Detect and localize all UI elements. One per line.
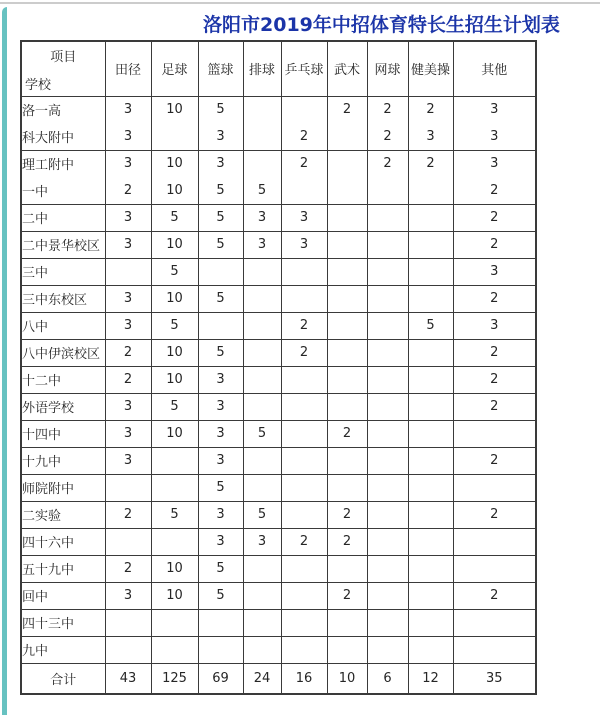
value-cell: 10 [151,285,198,312]
value-cell: 3 [453,258,536,285]
value-cell [243,582,281,609]
value-cell: 2 [453,204,536,231]
school-name-cell: 四十六中 [21,528,105,555]
column-header-6: 网球 [367,41,408,96]
value-cell: 2 [453,582,536,609]
page-title: 洛阳市2019年中招体育特长生招生计划表 [203,14,560,36]
table-row [21,204,536,231]
value-cell: 2 [281,339,327,366]
value-cell: 10 [151,339,198,366]
value-cell [327,123,367,150]
value-cell [408,177,453,204]
school-name-cell: 理工附中 [21,150,105,177]
value-cell [453,555,536,582]
value-cell: 2 [105,501,151,528]
value-cell: 5 [243,420,281,447]
total-value-cell: 35 [453,663,536,694]
value-cell: 3 [105,312,151,339]
value-cell [408,582,453,609]
value-cell: 2 [367,150,408,177]
value-cell [367,474,408,501]
value-cell: 2 [105,339,151,366]
value-cell: 2 [281,528,327,555]
table-row [21,96,536,123]
value-cell [281,582,327,609]
value-cell: 5 [243,501,281,528]
value-cell [151,447,198,474]
column-header-5: 武术 [327,41,367,96]
corner-label-project: 项目 [50,50,77,66]
school-name-cell: 五十九中 [21,555,105,582]
value-cell: 5 [198,582,243,609]
value-cell [327,474,367,501]
value-cell [198,312,243,339]
table-row [21,636,536,663]
school-name-cell: 一中 [21,177,105,204]
value-cell: 5 [408,312,453,339]
value-cell: 5 [151,312,198,339]
value-cell: 5 [151,258,198,285]
value-cell: 10 [151,177,198,204]
value-cell [281,258,327,285]
value-cell [105,258,151,285]
total-label-cell: 合计 [21,663,105,694]
value-cell: 2 [367,96,408,123]
value-cell [367,366,408,393]
column-header-4: 乒乓球 [281,41,327,96]
value-cell [243,366,281,393]
table-row [21,123,536,150]
value-cell: 10 [151,96,198,123]
value-cell: 5 [198,555,243,582]
value-cell [151,474,198,501]
value-cell [105,609,151,636]
table-row [21,528,536,555]
value-cell [281,555,327,582]
total-value-cell: 69 [198,663,243,694]
total-value-cell: 12 [408,663,453,694]
value-cell [198,636,243,663]
value-cell: 2 [453,366,536,393]
value-cell: 5 [198,177,243,204]
total-value-cell: 16 [281,663,327,694]
value-cell [243,312,281,339]
value-cell [327,555,367,582]
value-cell: 10 [151,150,198,177]
value-cell: 10 [151,582,198,609]
value-cell [327,312,367,339]
value-cell: 3 [243,231,281,258]
value-cell [367,258,408,285]
value-cell: 2 [408,150,453,177]
value-cell [408,204,453,231]
school-name-cell: 二实验 [21,501,105,528]
value-cell: 2 [453,177,536,204]
value-cell: 3 [198,447,243,474]
value-cell [367,636,408,663]
value-cell [453,474,536,501]
school-name-cell: 二中景华校区 [21,231,105,258]
value-cell: 2 [327,582,367,609]
value-cell [243,609,281,636]
value-cell: 5 [198,339,243,366]
total-value-cell: 10 [327,663,367,694]
value-cell [243,447,281,474]
value-cell [243,150,281,177]
value-cell [281,420,327,447]
value-cell: 5 [151,204,198,231]
table-row [21,231,536,258]
value-cell [198,609,243,636]
school-name-cell: 四十三中 [21,609,105,636]
value-cell: 2 [327,501,367,528]
value-cell [367,177,408,204]
table-row [21,555,536,582]
value-cell: 3 [105,582,151,609]
value-cell: 3 [281,231,327,258]
value-cell [243,285,281,312]
school-name-cell: 回中 [21,582,105,609]
value-cell [408,258,453,285]
value-cell: 3 [198,366,243,393]
value-cell [151,123,198,150]
value-cell [367,285,408,312]
value-cell: 10 [151,366,198,393]
school-name-cell: 二中 [21,204,105,231]
table-row [21,582,536,609]
value-cell [243,474,281,501]
value-cell [105,528,151,555]
value-cell [105,636,151,663]
value-cell: 3 [105,150,151,177]
table-row [21,420,536,447]
value-cell [281,447,327,474]
value-cell [281,366,327,393]
value-cell [327,150,367,177]
value-cell: 2 [281,123,327,150]
total-value-cell: 125 [151,663,198,694]
value-cell [327,636,367,663]
school-name-cell: 三中东校区 [21,285,105,312]
value-cell: 3 [105,393,151,420]
value-cell: 3 [105,123,151,150]
value-cell: 3 [105,447,151,474]
value-cell [453,609,536,636]
school-name-cell: 八中伊滨校区 [21,339,105,366]
value-cell [367,501,408,528]
value-cell [198,258,243,285]
value-cell [243,123,281,150]
value-cell: 3 [105,285,151,312]
value-cell: 2 [327,96,367,123]
value-cell: 5 [198,474,243,501]
value-cell: 5 [198,285,243,312]
value-cell [243,258,281,285]
value-cell [281,393,327,420]
value-cell: 3 [105,420,151,447]
value-cell [367,555,408,582]
value-cell: 5 [198,96,243,123]
value-cell [243,555,281,582]
table-row [21,501,536,528]
value-cell [408,447,453,474]
value-cell: 3 [243,204,281,231]
value-cell [327,231,367,258]
value-cell [151,528,198,555]
value-cell [408,339,453,366]
value-cell: 3 [198,123,243,150]
column-header-3: 排球 [243,41,281,96]
column-header-2: 篮球 [198,41,243,96]
value-cell: 5 [151,393,198,420]
table-header-row [21,41,536,96]
left-accent-bar [2,7,7,715]
value-cell [327,393,367,420]
value-cell [243,393,281,420]
value-cell [327,285,367,312]
value-cell [408,555,453,582]
value-cell: 3 [408,123,453,150]
value-cell [367,393,408,420]
value-cell [151,609,198,636]
value-cell [281,285,327,312]
value-cell [327,258,367,285]
school-name-cell: 外语学校 [21,393,105,420]
value-cell [105,474,151,501]
total-value-cell: 43 [105,663,151,694]
table-row [21,393,536,420]
table-row [21,177,536,204]
value-cell: 3 [198,420,243,447]
value-cell [367,312,408,339]
value-cell: 3 [453,123,536,150]
window-top-edge [0,2,600,4]
value-cell [327,447,367,474]
value-cell [408,474,453,501]
value-cell [408,528,453,555]
value-cell: 3 [105,204,151,231]
value-cell: 10 [151,420,198,447]
value-cell [453,420,536,447]
value-cell: 3 [243,528,281,555]
value-cell: 2 [367,123,408,150]
table-row [21,150,536,177]
school-name-cell: 科大附中 [21,123,105,150]
column-header-0: 田径 [105,41,151,96]
total-value-cell: 6 [367,663,408,694]
table-row [21,366,536,393]
value-cell: 2 [327,420,367,447]
value-cell [327,339,367,366]
table-row [21,609,536,636]
table-row [21,447,536,474]
value-cell: 3 [281,204,327,231]
value-cell [243,96,281,123]
value-cell [243,339,281,366]
value-cell: 2 [105,366,151,393]
value-cell [408,636,453,663]
value-cell [327,177,367,204]
value-cell [367,339,408,366]
school-name-cell: 十四中 [21,420,105,447]
value-cell [367,528,408,555]
corner-label-school: 学校 [25,78,52,94]
value-cell [281,474,327,501]
school-name-cell: 洛一高 [21,96,105,123]
value-cell: 3 [105,231,151,258]
value-cell [327,204,367,231]
value-cell: 5 [198,204,243,231]
total-row [21,663,536,694]
value-cell [367,231,408,258]
table-row [21,339,536,366]
table-row [21,285,536,312]
value-cell [408,420,453,447]
value-cell: 3 [198,393,243,420]
value-cell [327,366,367,393]
table-row [21,312,536,339]
value-cell [408,366,453,393]
value-cell: 3 [453,312,536,339]
school-name-cell: 十二中 [21,366,105,393]
value-cell [367,420,408,447]
value-cell: 3 [198,528,243,555]
value-cell [408,393,453,420]
value-cell: 3 [198,501,243,528]
value-cell [281,501,327,528]
value-cell: 5 [151,501,198,528]
value-cell [408,285,453,312]
value-cell: 2 [453,393,536,420]
value-cell [281,636,327,663]
value-cell: 2 [281,312,327,339]
value-cell: 2 [453,501,536,528]
value-cell: 2 [453,285,536,312]
school-name-cell: 八中 [21,312,105,339]
value-cell: 10 [151,555,198,582]
value-cell [327,609,367,636]
corner-header-cell [21,41,105,96]
value-cell: 3 [453,150,536,177]
value-cell [281,177,327,204]
value-cell [243,636,281,663]
school-name-cell: 师院附中 [21,474,105,501]
total-value-cell: 24 [243,663,281,694]
value-cell [408,501,453,528]
value-cell [367,204,408,231]
school-name-cell: 十九中 [21,447,105,474]
value-cell: 2 [453,339,536,366]
enrollment-plan-table [20,40,537,695]
value-cell [367,582,408,609]
value-cell [453,636,536,663]
value-cell: 5 [198,231,243,258]
value-cell: 3 [453,96,536,123]
column-header-7: 健美操 [408,41,453,96]
value-cell [453,528,536,555]
school-name-cell: 三中 [21,258,105,285]
value-cell: 2 [105,177,151,204]
value-cell [151,636,198,663]
value-cell [408,231,453,258]
value-cell [281,609,327,636]
school-name-cell: 九中 [21,636,105,663]
value-cell: 2 [453,231,536,258]
value-cell [408,609,453,636]
value-cell: 2 [453,447,536,474]
column-header-1: 足球 [151,41,198,96]
table-row [21,258,536,285]
value-cell: 2 [408,96,453,123]
value-cell [281,96,327,123]
value-cell: 2 [281,150,327,177]
column-header-8: 其他 [453,41,536,96]
value-cell [367,609,408,636]
value-cell: 3 [105,96,151,123]
value-cell: 10 [151,231,198,258]
table-row [21,474,536,501]
value-cell: 5 [243,177,281,204]
value-cell: 2 [327,528,367,555]
value-cell: 3 [198,150,243,177]
value-cell: 2 [105,555,151,582]
value-cell [367,447,408,474]
